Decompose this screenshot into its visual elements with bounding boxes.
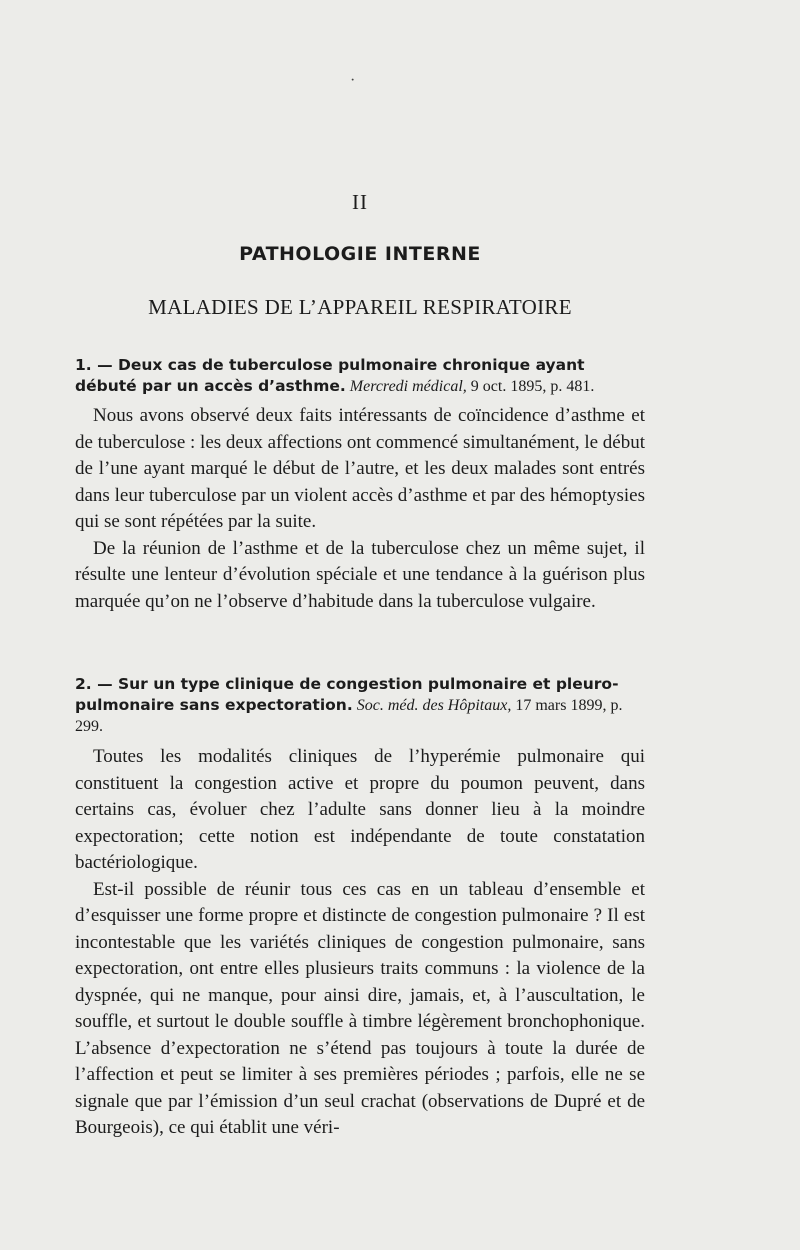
bibliography-entry-2 bbox=[75, 674, 645, 737]
paragraph: Est-il possible de réunir tous ces cas en un tableau d’ensemble et d’esquisser une forme propre et distincte de congestion pulmonaire ? Il est incontestable que les variétés cliniques de congestion pulmonaire, sans expectoration, ont entre elles plusieurs traits communs : la violence de la dyspnée, qui ne manque, pour ainsi dire, jamais, et, à l’auscultation, le souffle, et surtout le double souffle à timbre légèrement bronchophonique. L’absence d’expectoration ne s’étend pas toujours à toute la durée de l’affection et peut se limiter à ses premières périodes ; parfois, elle ne se signale que par l’émission d’un seul crachat (observations de Dupré et de Bourgeois), ce qui établit une véri- bbox=[75, 878, 645, 1138]
bibliography-entry-1 bbox=[75, 355, 645, 397]
bleed-through-text bbox=[70, 90, 710, 120]
section-number: II bbox=[352, 190, 368, 214]
paragraph: De la réunion de l’asthme et de la tuberculose chez un même sujet, il résulte une lenteur d’évolution spéciale et une tendance à la guérison plus marquée qu’on ne l’observe d’habitude dans la tuberculose vulgaire. bbox=[75, 537, 645, 612]
entry-details: 9 oct. 1895, p. 481. bbox=[470, 378, 595, 395]
entry-title: Deux cas de tuberculose pulmonaire chronique ayant débuté par un accès d’asthme. bbox=[75, 356, 585, 395]
section-title: PATHOLOGIE INTERNE bbox=[239, 243, 481, 265]
entry-details: 17 mars 1899, p. 299. bbox=[75, 697, 623, 735]
paragraph: Toutes les modalités cliniques de l’hyperémie pulmonaire qui constituent la congestion active et propre du poumon peuvent, dans certains cas, évoluer chez l’adulte sans donner lieu à la moindre expectoration; cette notion est indépendante de toute constatation bactériologique. bbox=[75, 746, 645, 873]
paragraph-block-1 bbox=[75, 403, 645, 615]
entry-journal: Soc. méd. des Hôpitaux, bbox=[356, 697, 512, 714]
paragraph-block-2 bbox=[75, 744, 645, 1142]
entry-number: 1. — bbox=[75, 356, 118, 374]
entry-title: Sur un type clinique de congestion pulmonaire et pleuro-pulmonaire sans expectoration. bbox=[75, 675, 619, 714]
entry-number: 2. — bbox=[75, 675, 118, 693]
paragraph: Nous avons observé deux faits intéressants de coïncidence d’asthme et de tuberculose : les deux affections ont commencé simultanément, le début de l’une ayant marqué le début de l’autre, et les deux malades sont entrés dans leur tuberculose par un violent accès d’asthme et par des hémoptysies qui se sont répétées par la suite. bbox=[75, 405, 645, 532]
ink-dot: · bbox=[350, 72, 356, 89]
chapter-title: MALADIES DE L’APPAREIL RESPIRATOIRE bbox=[148, 295, 572, 319]
entry-journal: Mercredi médical, bbox=[349, 378, 467, 395]
